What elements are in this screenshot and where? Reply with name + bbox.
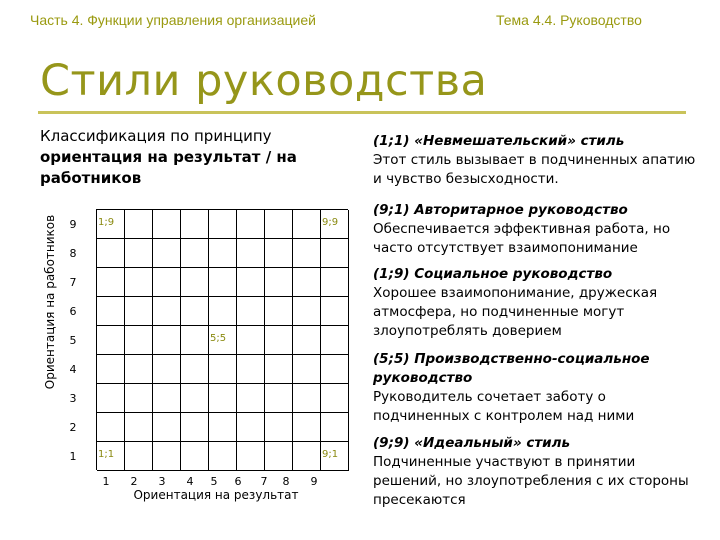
grid-cell <box>265 297 293 326</box>
grid-cell <box>265 442 293 471</box>
grid-cell <box>209 268 237 297</box>
grid-cell <box>209 413 237 442</box>
style-text: Подчиненные участвуют в принятии решений, но злоупотребления с их стороны пресекаются <box>373 454 689 508</box>
grid-cell <box>181 297 209 326</box>
y-tick: 8 <box>69 247 77 260</box>
grid-cell <box>125 413 153 442</box>
header-section-label: Часть 4. Функции управления организацией <box>30 12 316 28</box>
grid-cell <box>321 355 349 384</box>
header-topic-label: Тема 4.4. Руководство <box>496 12 642 28</box>
grid-cell <box>181 326 209 355</box>
grid-cell <box>97 355 125 384</box>
grid-cell <box>125 239 153 268</box>
y-tick: 6 <box>69 305 77 318</box>
grid-cell <box>321 297 349 326</box>
grid-cell <box>293 413 321 442</box>
y-tick: 2 <box>69 421 77 434</box>
x-tick: 5 <box>210 475 218 488</box>
grid-cell <box>265 210 293 239</box>
grid-cell <box>265 384 293 413</box>
grid-cell <box>237 442 265 471</box>
grid-cell <box>209 442 237 471</box>
managerial-grid <box>96 209 348 470</box>
x-tick: 1 <box>102 475 110 488</box>
grid-cell <box>181 210 209 239</box>
grid-cell <box>153 210 181 239</box>
grid-cell <box>265 413 293 442</box>
grid-cell <box>97 268 125 297</box>
grid-cell <box>293 355 321 384</box>
y-tick: 4 <box>69 363 77 376</box>
grid-cell <box>181 442 209 471</box>
grid-cell <box>153 355 181 384</box>
grid-cell <box>293 442 321 471</box>
slide-title: Стили руководства <box>40 56 488 106</box>
style-text: Обеспечивается эффективная работа, но часто отсутствует взаимопонимание <box>373 221 671 256</box>
grid-cell <box>125 268 153 297</box>
grid-cell <box>153 442 181 471</box>
subtitle-bold: ориентация на результат / на работников <box>40 148 297 187</box>
grid-cell <box>265 326 293 355</box>
grid-cell <box>209 239 237 268</box>
grid-cell <box>209 355 237 384</box>
x-axis-label: Ориентация на результат <box>133 488 299 502</box>
y-tick: 3 <box>69 392 77 405</box>
grid-cell <box>265 355 293 384</box>
x-tick: 8 <box>282 475 290 488</box>
y-tick: 7 <box>69 276 77 289</box>
style-heading: (1;1) «Невмешательский» стиль <box>373 133 625 149</box>
grid-cell <box>321 326 349 355</box>
x-tick: 4 <box>186 475 194 488</box>
grid-cell <box>237 413 265 442</box>
classification-subtitle <box>40 126 340 189</box>
grid-cell <box>125 326 153 355</box>
style-description <box>373 132 698 189</box>
y-tick: 9 <box>69 218 77 231</box>
grid-cell <box>125 297 153 326</box>
grid-cell <box>97 413 125 442</box>
style-heading: (5;5) Производственно-социальное руководство <box>373 351 650 386</box>
grid-cell <box>153 297 181 326</box>
y-tick: 5 <box>69 334 77 347</box>
grid-cell <box>209 384 237 413</box>
grid-cell <box>237 326 265 355</box>
y-axis-label: Ориентация на работников <box>43 214 57 390</box>
x-tick: 6 <box>234 475 242 488</box>
style-description <box>373 350 698 426</box>
style-heading: (9;9) «Идеальный» стиль <box>373 435 571 451</box>
grid-cell-5-5: 5;5 <box>209 326 237 355</box>
style-text: Хорошее взаимопонимание, дружеская атмосфера, но подчиненные могут злоупотреблять доверием <box>373 285 658 339</box>
title-underline <box>38 111 686 114</box>
style-heading: (9;1) Авторитарное руководство <box>373 202 628 218</box>
grid-cell <box>97 326 125 355</box>
grid-cell <box>237 210 265 239</box>
grid-cell <box>321 413 349 442</box>
grid-cell <box>209 297 237 326</box>
x-tick: 2 <box>130 475 138 488</box>
style-description <box>373 265 698 341</box>
grid-cell-9-9: 9;9 <box>321 210 349 239</box>
grid-cell <box>153 384 181 413</box>
style-description <box>373 434 698 510</box>
grid-cell <box>237 268 265 297</box>
grid-cell <box>321 239 349 268</box>
x-tick: 9 <box>310 475 318 488</box>
grid-cell <box>265 239 293 268</box>
grid-cell <box>153 413 181 442</box>
grid-cell <box>125 210 153 239</box>
grid-cell <box>181 355 209 384</box>
style-description <box>373 201 698 258</box>
grid-cell <box>209 210 237 239</box>
grid-cell <box>293 268 321 297</box>
grid-cell <box>237 297 265 326</box>
grid-cell <box>181 239 209 268</box>
grid-cell <box>293 210 321 239</box>
grid-cell <box>181 268 209 297</box>
grid-cell <box>293 239 321 268</box>
grid-cell <box>153 239 181 268</box>
grid-cell <box>181 413 209 442</box>
grid-cell <box>237 384 265 413</box>
grid-cell <box>293 384 321 413</box>
grid-cell <box>181 384 209 413</box>
grid-cell <box>237 355 265 384</box>
subtitle-line: Классификация по принципу <box>40 127 272 145</box>
style-text: Этот стиль вызывает в подчиненных апатию и чувство безысходности. <box>373 152 696 187</box>
y-tick: 1 <box>69 450 77 463</box>
grid-cell <box>265 268 293 297</box>
grid-cell <box>321 384 349 413</box>
grid-cell <box>237 239 265 268</box>
grid-cell-9-1: 9;1 <box>321 442 349 471</box>
grid-cell-1-1: 1;1 <box>97 442 125 471</box>
grid-cell <box>97 384 125 413</box>
x-tick: 3 <box>158 475 166 488</box>
grid-cell <box>293 326 321 355</box>
grid-cell <box>97 239 125 268</box>
grid-cell <box>97 297 125 326</box>
grid-cell-1-9: 1;9 <box>97 210 125 239</box>
grid-cell <box>321 268 349 297</box>
style-heading: (1;9) Социальное руководство <box>373 266 613 282</box>
grid-cell <box>125 442 153 471</box>
grid-cell <box>293 297 321 326</box>
grid-cell <box>153 268 181 297</box>
style-text: Руководитель сочетает заботу о подчиненных с контролем над ними <box>373 389 635 424</box>
grid-cell <box>125 384 153 413</box>
grid-cell <box>153 326 181 355</box>
grid-cell <box>125 355 153 384</box>
x-tick: 7 <box>260 475 268 488</box>
